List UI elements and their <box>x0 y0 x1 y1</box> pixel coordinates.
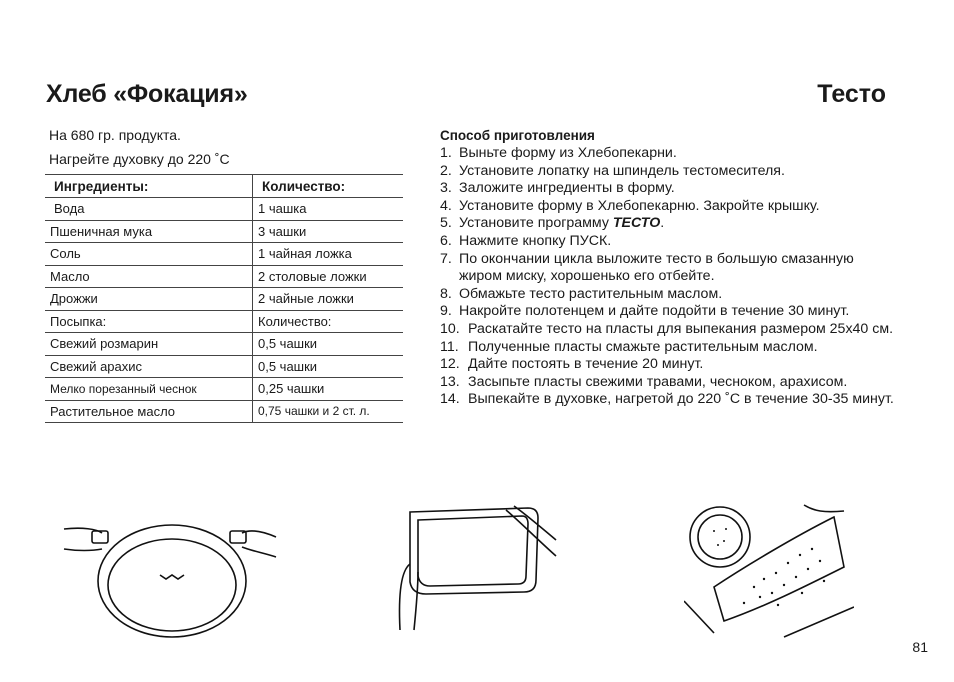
ingredient-name: Мелко порезанный чеснок <box>45 378 253 401</box>
pan-removal-illustration <box>62 505 280 640</box>
baking-sheet-illustration <box>388 500 560 640</box>
ingredient-quantity: 0,25 чашки <box>253 378 404 401</box>
step-text-main: Дайте постоять в течение 20 минут. <box>468 356 704 373</box>
preheat-text: Нагрейте духовку до 220 ˚С <box>49 151 230 167</box>
table-row <box>45 355 403 378</box>
method-steps <box>440 145 900 409</box>
step-text-main: Полученные пласты смажьте растительным маслом. <box>468 338 818 355</box>
step-number: 2. <box>440 162 452 179</box>
table-row <box>45 243 403 266</box>
step-text <box>468 391 900 409</box>
step-text <box>459 198 900 216</box>
step-text-main: Установите лопатку на шпиндель тестомесителя. <box>459 162 785 179</box>
step-number: 13. <box>440 373 460 390</box>
method-step <box>440 374 900 392</box>
method-step <box>440 215 900 233</box>
ingredient-name: Вода <box>45 198 253 221</box>
step-text-main: Установите программу <box>459 215 613 232</box>
step-text <box>468 374 900 392</box>
method-step <box>440 251 900 286</box>
section-title: Тесто <box>817 80 886 108</box>
step-text-main: Установите форму в Хлебопекарню. Закройте крышку. <box>459 197 820 214</box>
ingredient-quantity: 1 чашка <box>253 198 404 221</box>
topping-header: Посыпка: <box>45 310 253 333</box>
table-row <box>45 333 403 356</box>
step-text <box>459 233 900 251</box>
step-text <box>459 286 900 304</box>
method-step <box>440 303 900 321</box>
recipe-title: Хлеб «Фокация» <box>46 80 248 108</box>
ingredient-quantity: 0,5 чашки <box>253 355 404 378</box>
step-number: 11. <box>440 338 459 355</box>
ingredient-quantity: 2 столовые ложки <box>253 265 404 288</box>
step-number: 14. <box>440 391 460 408</box>
method-step <box>440 286 900 304</box>
topping-quantity-header: Количество: <box>253 310 404 333</box>
step-text-end: . <box>660 215 665 232</box>
yield-text: На 680 гр. продукта. <box>49 127 181 143</box>
method-step <box>440 198 900 216</box>
ingredient-name: Свежий розмарин <box>45 333 253 356</box>
ingredient-quantity: 0,5 чашки <box>253 333 404 356</box>
step-number: 4. <box>440 197 452 214</box>
step-number: 6. <box>440 232 452 249</box>
method-step <box>440 391 900 409</box>
step-number: 5. <box>440 215 452 232</box>
step-number: 12. <box>440 356 460 373</box>
step-text <box>459 215 900 233</box>
method-step <box>440 180 900 198</box>
ingredient-quantity: 1 чайная ложка <box>253 243 404 266</box>
step-number: 8. <box>440 285 452 302</box>
step-number: 10. <box>440 320 460 337</box>
program-name: ТЕСТО <box>612 215 661 232</box>
step-text <box>459 180 900 198</box>
page-number: 81 <box>912 639 928 655</box>
table-header-row <box>45 175 403 198</box>
method-step <box>440 321 900 339</box>
table-row <box>45 265 403 288</box>
table-row <box>45 288 403 311</box>
method-title: Способ приготовления <box>440 128 595 143</box>
step-text-main: Выньте форму из Хлебопекарни. <box>459 145 677 161</box>
step-text <box>468 339 900 357</box>
step-text-main: По окончании цикла выложите тесто в большую смазанную жиром миску, хорошенько его отбейте. <box>459 250 854 285</box>
step-text <box>468 321 900 339</box>
ingredient-name: Растительное масло <box>45 400 253 423</box>
table-row <box>45 198 403 221</box>
ingredient-name: Свежий арахис <box>45 355 253 378</box>
step-text-main: Нажмите кнопку ПУСК. <box>459 232 612 249</box>
step-text <box>459 251 900 286</box>
table-row <box>45 378 403 401</box>
step-number: 3. <box>440 180 452 197</box>
table-row <box>45 220 403 243</box>
step-text <box>468 356 900 374</box>
step-number: 9. <box>440 303 452 320</box>
sprinkling-illustration <box>684 497 854 639</box>
step-text-main: Раскатайте тесто на пласты для выпекания размером 25х40 см. <box>468 320 894 337</box>
step-text-main: Засыпьте пласты свежими травами, чесноком, арахисом. <box>468 373 848 390</box>
table-row <box>45 310 403 333</box>
ingredient-name: Дрожжи <box>45 288 253 311</box>
ingredient-name: Масло <box>45 265 253 288</box>
ingredient-quantity: 2 чайные ложки <box>253 288 404 311</box>
ingredient-name: Соль <box>45 243 253 266</box>
step-number: 1. <box>440 145 452 161</box>
method-section <box>440 128 900 409</box>
method-step <box>440 163 900 181</box>
quantity-header: Количество: <box>253 175 404 198</box>
step-number: 7. <box>440 250 452 267</box>
step-text-main: Выпекайте в духовке, нагретой до 220 ˚С в течение 30-35 минут. <box>468 391 894 408</box>
step-text-main: Накройте полотенцем и дайте подойти в течение 30 минут. <box>459 303 850 320</box>
method-step <box>440 145 900 163</box>
step-text <box>459 303 900 321</box>
step-text-main: Обмажьте тесто растительным маслом. <box>459 285 723 302</box>
step-text-main: Заложите ингредиенты в форму. <box>459 180 675 197</box>
ingredient-name: Пшеничная мука <box>45 220 253 243</box>
ingredients-table <box>45 174 403 423</box>
method-step <box>440 339 900 357</box>
ingredients-header: Ингредиенты: <box>45 175 253 198</box>
method-step <box>440 356 900 374</box>
step-text <box>459 145 900 163</box>
step-text <box>459 163 900 181</box>
table-row <box>45 400 403 423</box>
ingredient-quantity: 3 чашки <box>253 220 404 243</box>
method-step <box>440 233 900 251</box>
ingredient-quantity: 0,75 чашки и 2 ст. л. <box>253 400 404 423</box>
